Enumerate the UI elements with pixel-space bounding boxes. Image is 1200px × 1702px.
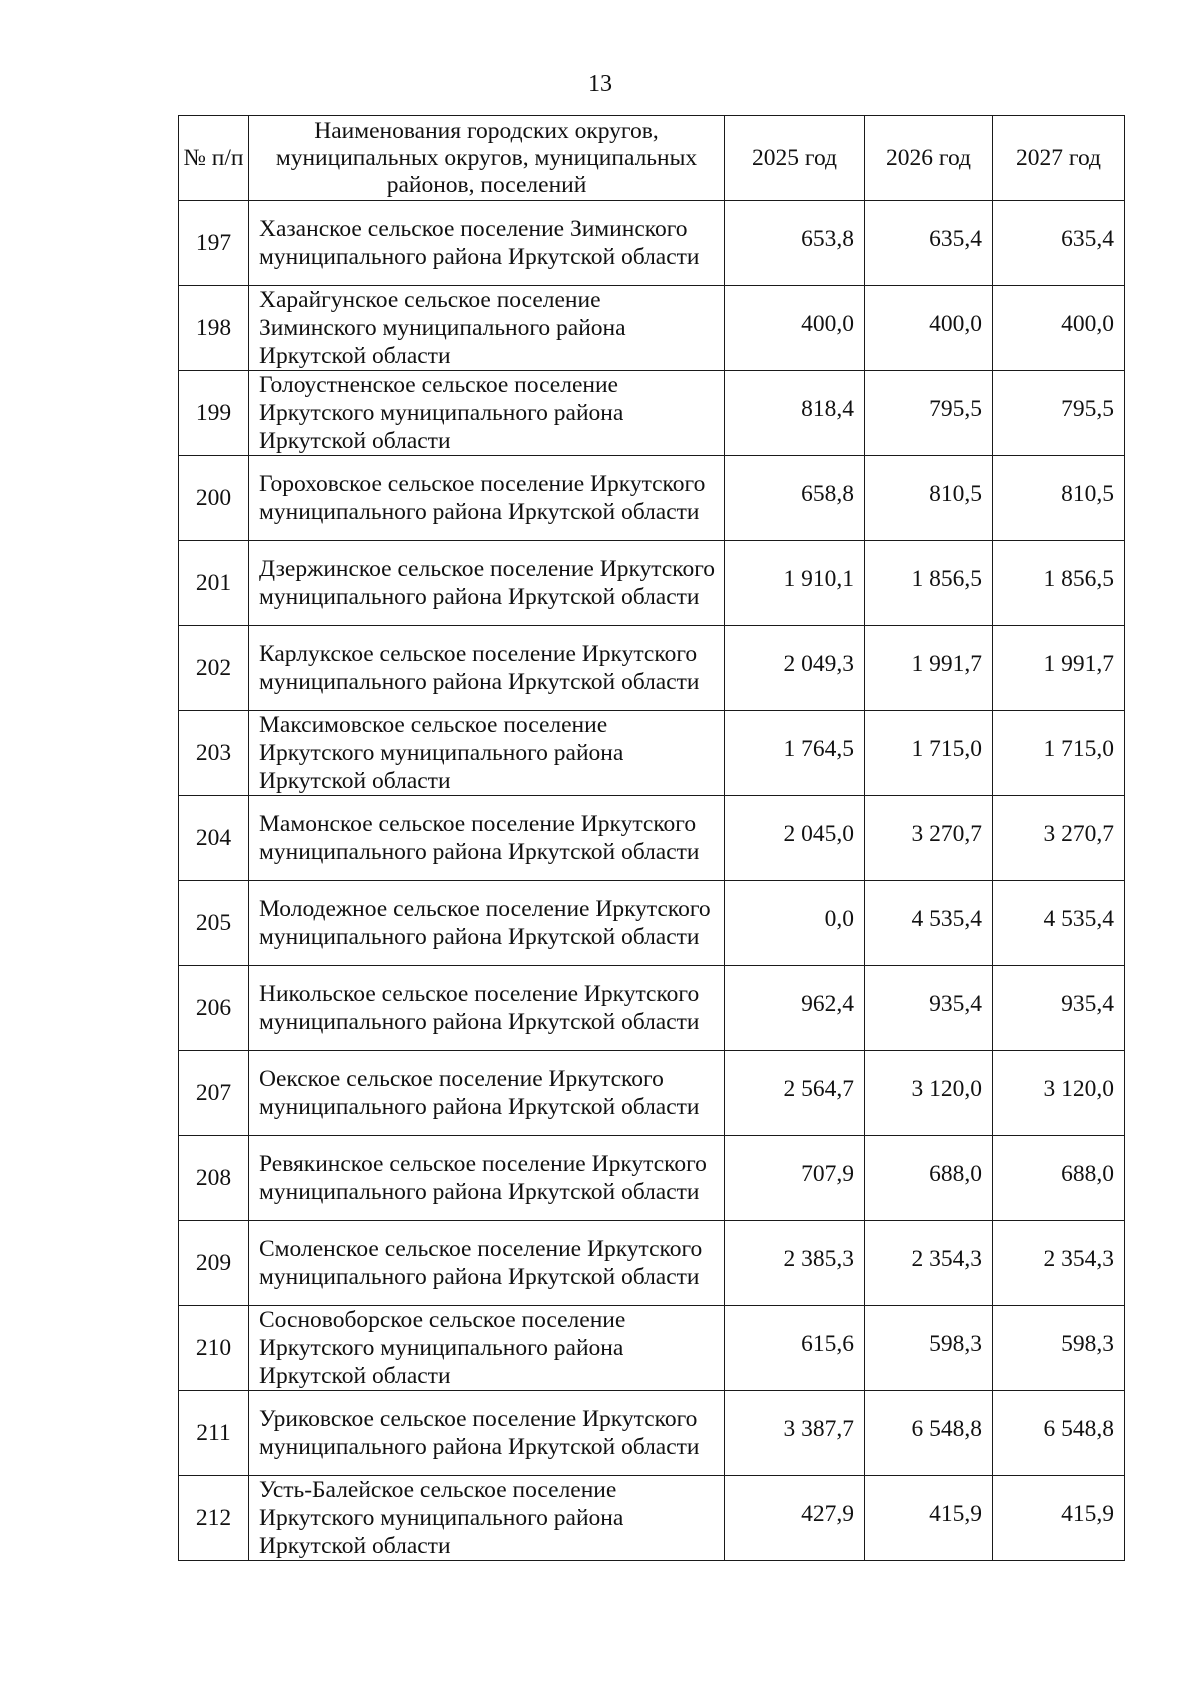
row-number: 205	[179, 881, 249, 966]
value-2026: 1 856,5	[865, 541, 993, 626]
row-number: 200	[179, 456, 249, 541]
table-row	[179, 1391, 1125, 1476]
table-row	[179, 796, 1125, 881]
value-2026: 795,5	[865, 371, 993, 456]
value-2025: 400,0	[725, 286, 865, 371]
row-number: 212	[179, 1476, 249, 1561]
value-2025: 2 049,3	[725, 626, 865, 711]
settlement-name: Харайгунское сельское поселение Зиминского муниципального района Иркутской области	[249, 286, 725, 371]
settlement-name: Хазанское сельское поселение Зиминского муниципального района Иркутской области	[249, 201, 725, 286]
settlement-name: Мамонское сельское поселение Иркутского муниципального района Иркутской области	[249, 796, 725, 881]
value-2025: 2 045,0	[725, 796, 865, 881]
settlement-name: Ревякинское сельское поселение Иркутского муниципального района Иркутской области	[249, 1136, 725, 1221]
value-2027: 1 856,5	[993, 541, 1125, 626]
value-2027: 4 535,4	[993, 881, 1125, 966]
value-2027: 1 991,7	[993, 626, 1125, 711]
value-2025: 2 385,3	[725, 1221, 865, 1306]
value-2027: 688,0	[993, 1136, 1125, 1221]
value-2027: 6 548,8	[993, 1391, 1125, 1476]
settlement-name: Дзержинское сельское поселение Иркутского муниципального района Иркутской области	[249, 541, 725, 626]
table-row	[179, 711, 1125, 796]
settlement-name: Максимовское сельское поселение Иркутского муниципального района Иркутской области	[249, 711, 725, 796]
value-2025: 1 910,1	[725, 541, 865, 626]
row-number: 206	[179, 966, 249, 1051]
header-2025: 2025 год	[725, 116, 865, 201]
row-number: 199	[179, 371, 249, 456]
table-row	[179, 371, 1125, 456]
value-2027: 3 120,0	[993, 1051, 1125, 1136]
row-number: 201	[179, 541, 249, 626]
value-2026: 3 120,0	[865, 1051, 993, 1136]
settlement-name: Молодежное сельское поселение Иркутского муниципального района Иркутской области	[249, 881, 725, 966]
value-2025: 707,9	[725, 1136, 865, 1221]
budget-table	[178, 115, 1125, 1561]
settlement-name: Сосновоборское сельское поселение Иркутского муниципального района Иркутской области	[249, 1306, 725, 1391]
value-2027: 598,3	[993, 1306, 1125, 1391]
value-2026: 935,4	[865, 966, 993, 1051]
value-2027: 415,9	[993, 1476, 1125, 1561]
value-2026: 415,9	[865, 1476, 993, 1561]
row-number: 202	[179, 626, 249, 711]
table-row	[179, 1051, 1125, 1136]
value-2026: 2 354,3	[865, 1221, 993, 1306]
value-2027: 2 354,3	[993, 1221, 1125, 1306]
value-2026: 688,0	[865, 1136, 993, 1221]
value-2026: 1 715,0	[865, 711, 993, 796]
settlement-name: Уриковское сельское поселение Иркутского муниципального района Иркутской области	[249, 1391, 725, 1476]
value-2026: 4 535,4	[865, 881, 993, 966]
table-row	[179, 626, 1125, 711]
value-2027: 3 270,7	[993, 796, 1125, 881]
row-number: 207	[179, 1051, 249, 1136]
table-row	[179, 541, 1125, 626]
value-2025: 2 564,7	[725, 1051, 865, 1136]
table-header-row	[179, 116, 1125, 201]
page-number: 13	[588, 71, 612, 97]
table-row	[179, 881, 1125, 966]
row-number: 209	[179, 1221, 249, 1306]
value-2027: 1 715,0	[993, 711, 1125, 796]
table-row	[179, 966, 1125, 1051]
value-2025: 1 764,5	[725, 711, 865, 796]
value-2026: 810,5	[865, 456, 993, 541]
row-number: 211	[179, 1391, 249, 1476]
row-number: 198	[179, 286, 249, 371]
settlement-name: Оекское сельское поселение Иркутского муниципального района Иркутской области	[249, 1051, 725, 1136]
table-row	[179, 1221, 1125, 1306]
settlement-name: Голоустненское сельское поселение Иркутского муниципального района Иркутской области	[249, 371, 725, 456]
settlement-name: Никольское сельское поселение Иркутского муниципального района Иркутской области	[249, 966, 725, 1051]
value-2027: 795,5	[993, 371, 1125, 456]
value-2025: 658,8	[725, 456, 865, 541]
table-row	[179, 201, 1125, 286]
table-row	[179, 1136, 1125, 1221]
table-row	[179, 456, 1125, 541]
table-row	[179, 1476, 1125, 1561]
value-2027: 635,4	[993, 201, 1125, 286]
table-row	[179, 286, 1125, 371]
table-row	[179, 1306, 1125, 1391]
header-name: Наименования городских округов, муниципальных округов, муниципальных районов, поселений	[249, 116, 725, 201]
header-2027: 2027 год	[993, 116, 1125, 201]
value-2027: 810,5	[993, 456, 1125, 541]
header-2026: 2026 год	[865, 116, 993, 201]
table-body	[179, 201, 1125, 1561]
value-2026: 1 991,7	[865, 626, 993, 711]
value-2027: 935,4	[993, 966, 1125, 1051]
settlement-name: Усть-Балейское сельское поселение Иркутского муниципального района Иркутской области	[249, 1476, 725, 1561]
settlement-name: Гороховское сельское поселение Иркутского муниципального района Иркутской области	[249, 456, 725, 541]
value-2025: 653,8	[725, 201, 865, 286]
row-number: 203	[179, 711, 249, 796]
settlement-name: Карлукское сельское поселение Иркутского муниципального района Иркутской области	[249, 626, 725, 711]
row-number: 197	[179, 201, 249, 286]
value-2025: 818,4	[725, 371, 865, 456]
value-2026: 3 270,7	[865, 796, 993, 881]
value-2026: 400,0	[865, 286, 993, 371]
row-number: 208	[179, 1136, 249, 1221]
value-2026: 598,3	[865, 1306, 993, 1391]
value-2026: 635,4	[865, 201, 993, 286]
value-2025: 962,4	[725, 966, 865, 1051]
value-2025: 3 387,7	[725, 1391, 865, 1476]
value-2026: 6 548,8	[865, 1391, 993, 1476]
value-2025: 427,9	[725, 1476, 865, 1561]
row-number: 210	[179, 1306, 249, 1391]
value-2027: 400,0	[993, 286, 1125, 371]
header-num: № п/п	[179, 116, 249, 201]
value-2025: 615,6	[725, 1306, 865, 1391]
value-2025: 0,0	[725, 881, 865, 966]
row-number: 204	[179, 796, 249, 881]
settlement-name: Смоленское сельское поселение Иркутского муниципального района Иркутской области	[249, 1221, 725, 1306]
